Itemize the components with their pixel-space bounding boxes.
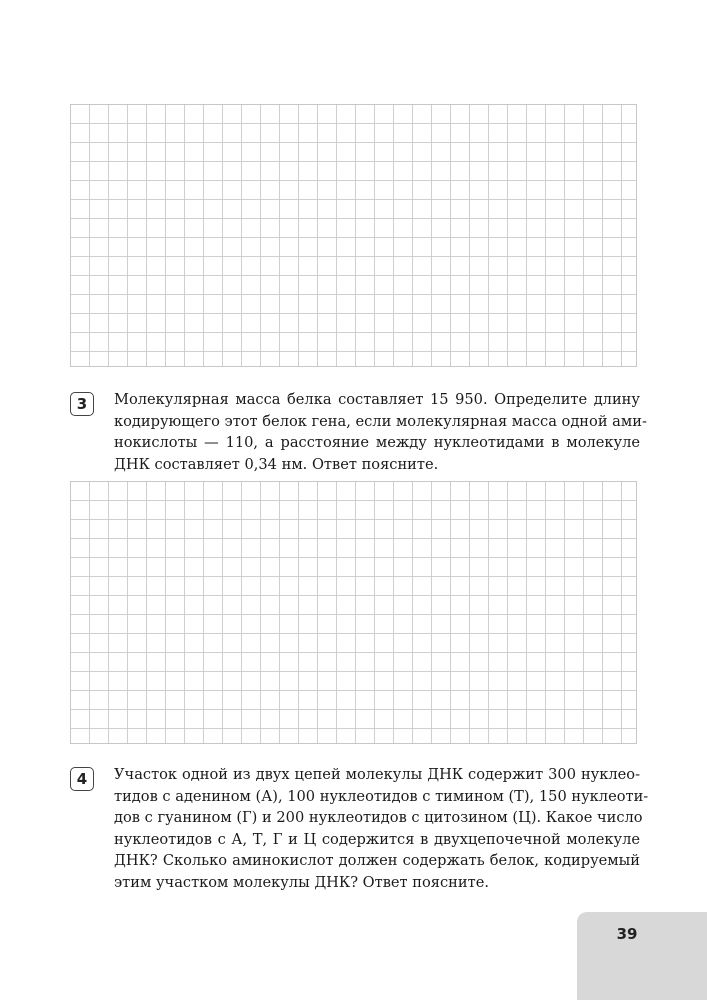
task-text-line: кодирующего этот белок гена, если молекулярная масса одной ами- [114, 412, 647, 430]
task-text-line: дов с гуанином (Г) и 200 нуклеотидов с цитозином (Ц). Какое число [114, 809, 643, 826]
task-text-line: Молекулярная масса белка составляет 15 950. Определите длину [114, 391, 640, 408]
answer-grid-task-3[interactable] [70, 481, 637, 744]
task-number-badge: 3 [70, 392, 94, 416]
task-text-line: нуклеотидов с А, Т, Г и Ц содержится в двухцепочечной молекуле [114, 830, 640, 848]
answer-grid-task-2[interactable] [70, 104, 637, 367]
task-text-line: Участок одной из двух цепей молекулы ДНК содержит 300 нуклео- [114, 766, 640, 783]
task-text-line: нокислоты — 110, а расстояние между нуклеотидами в молекуле [114, 434, 640, 451]
task-text-line: этим участком молекулы ДНК? Ответ поясните. [114, 873, 489, 891]
task-text-line: тидов с аденином (А), 100 нуклеотидов с тимином (Т), 150 нуклеоти- [114, 787, 649, 805]
task-text-line: ДНК составляет 0,34 нм. Ответ поясните. [114, 455, 439, 473]
task-text [114, 389, 647, 475]
task-text-line: ДНК? Сколько аминокислот должен содержать белок, кодируемый [114, 852, 640, 869]
page-number: 39 [616, 925, 638, 943]
page-number-tab [577, 912, 707, 1000]
task-text [114, 764, 649, 893]
task-number-badge: 4 [70, 767, 94, 791]
